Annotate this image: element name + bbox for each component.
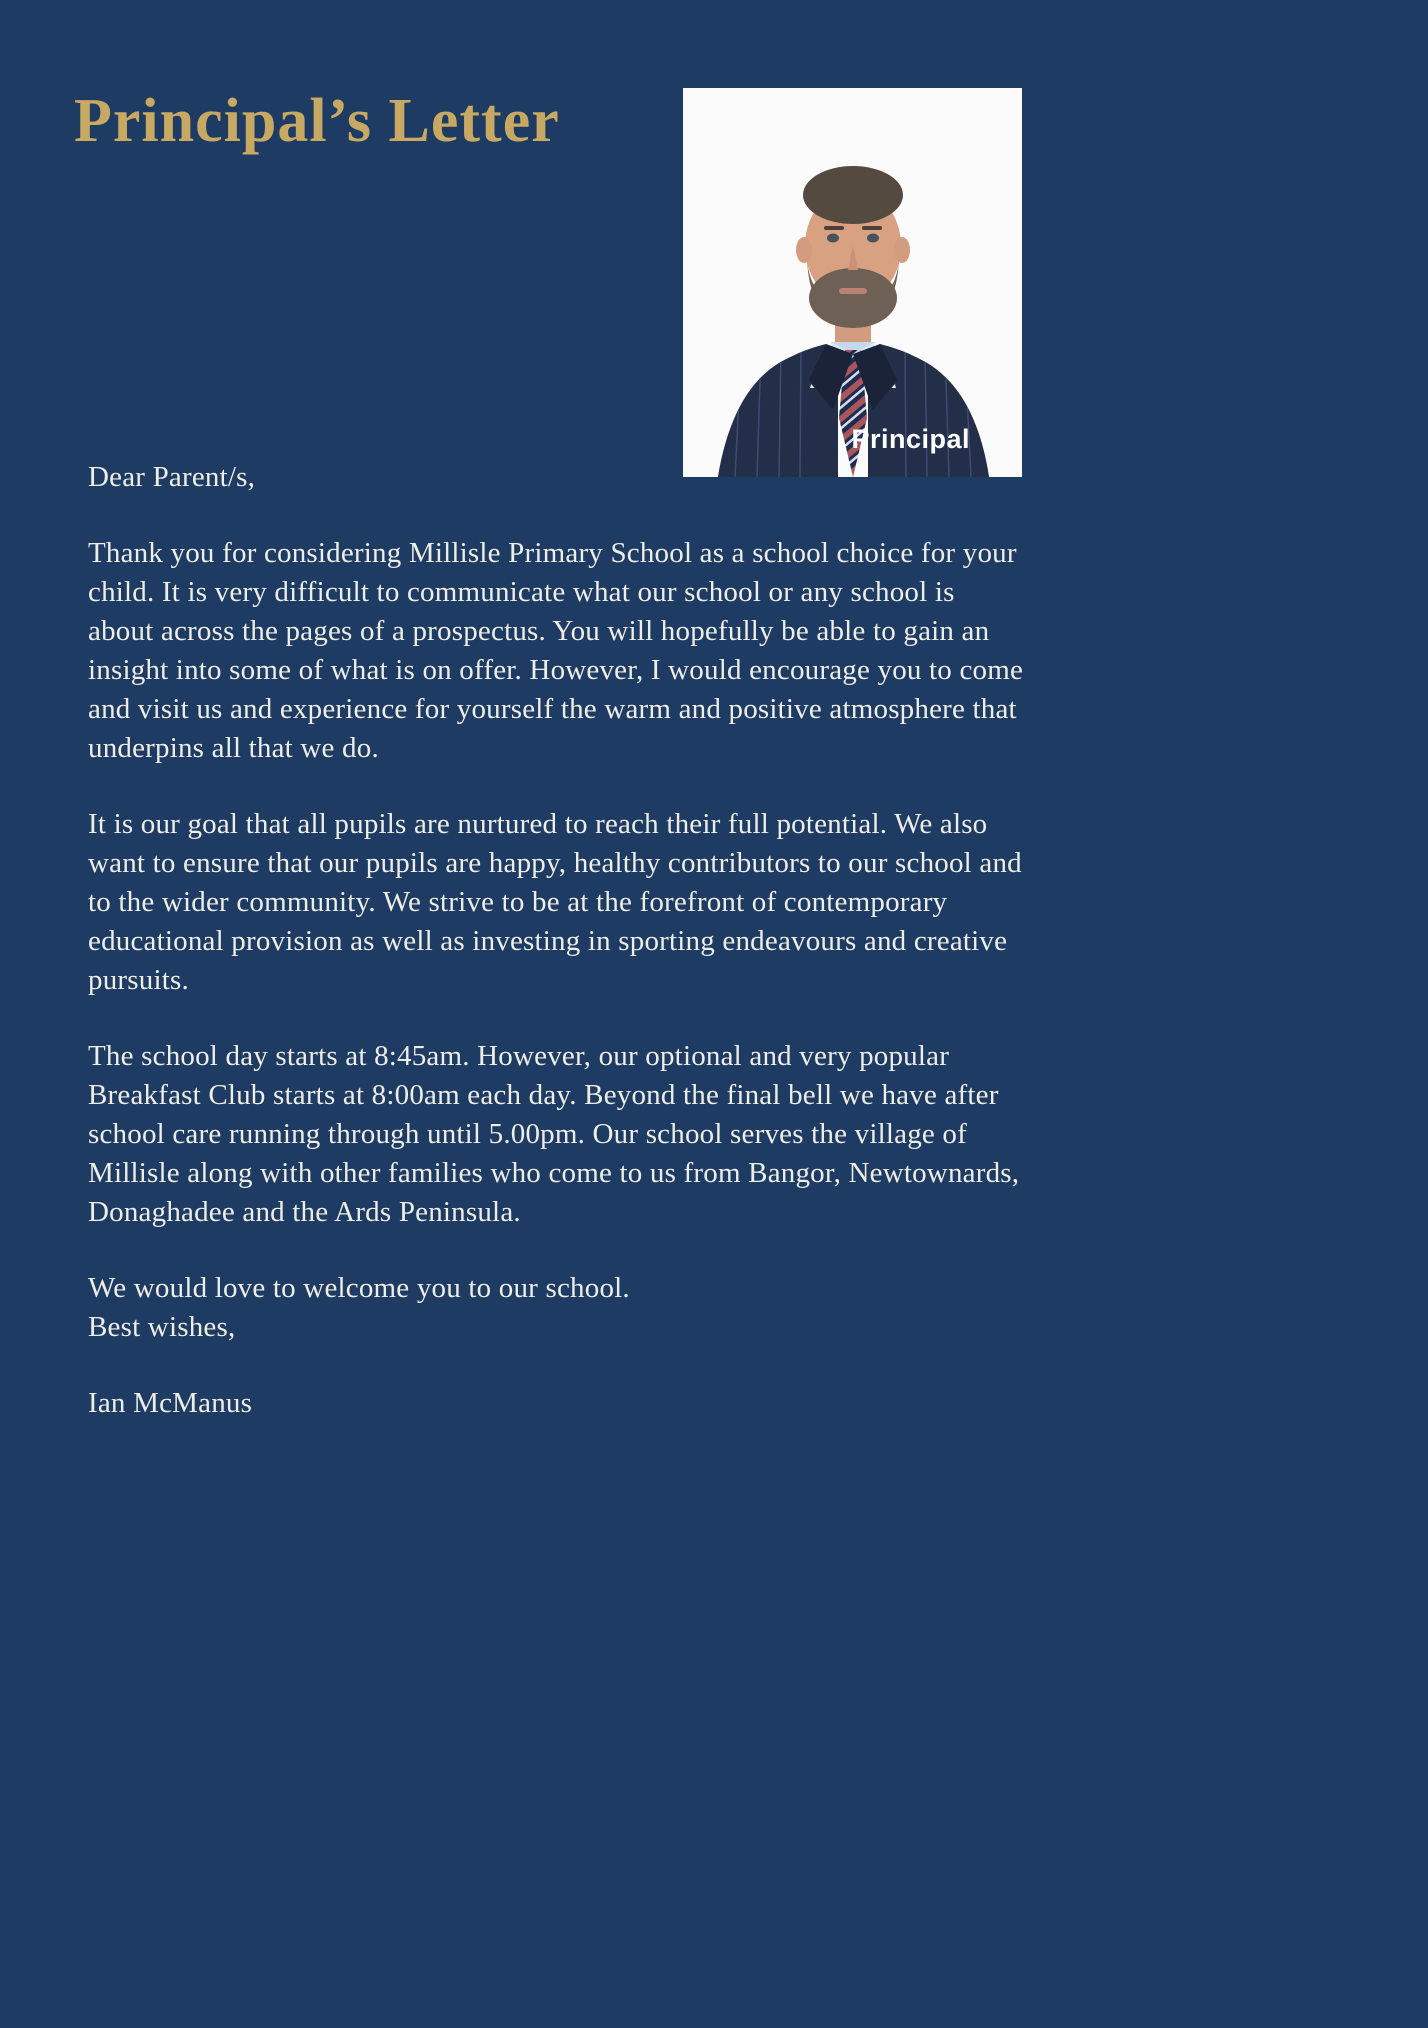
- closing-line: We would love to welcome you to our school.: [88, 1272, 630, 1304]
- principal-photo: [683, 88, 1022, 477]
- page-title: Principal’s Letter: [74, 87, 560, 155]
- closing-line: Best wishes,: [88, 1311, 236, 1343]
- letter-paragraph: It is our goal that all pupils are nurtured to reach their full potential. We also want to ensure that our pupils are happy, healthy contributors to our school and to the wider community. We strive to be at the forefront of contemporary educational provision as well as investing in sporting endeavours and creative pursuits.: [88, 808, 1022, 996]
- principal-portrait-illustration: [683, 88, 1022, 477]
- letter-paragraph: Thank you for considering Millisle Primary School as a school choice for your child. It is very difficult to communicate what our school or any school is about across the pages of a prospectus. You will hopefully be able to gain an insight into some of what is on offer. However, I would encourage you to come and visit us and experience for yourself the warm and positive atmosphere that underpins all that we do.: [88, 537, 1024, 764]
- letter-paragraph: The school day starts at 8:45am. However, our optional and very popular Breakfast Club starts at 8:00am each day. Beyond the final bell we have after school care running through until 5.00pm. Our school serves the village of Millisle along with other families who come to us from Bangor, Newtownards, Donaghadee and the Ards Peninsula.: [88, 1040, 1020, 1228]
- photo-caption: Principal: [851, 424, 970, 454]
- salutation: Dear Parent/s,: [88, 461, 256, 493]
- signature: Ian McManus: [88, 1387, 253, 1419]
- letter-body: [88, 458, 1026, 1460]
